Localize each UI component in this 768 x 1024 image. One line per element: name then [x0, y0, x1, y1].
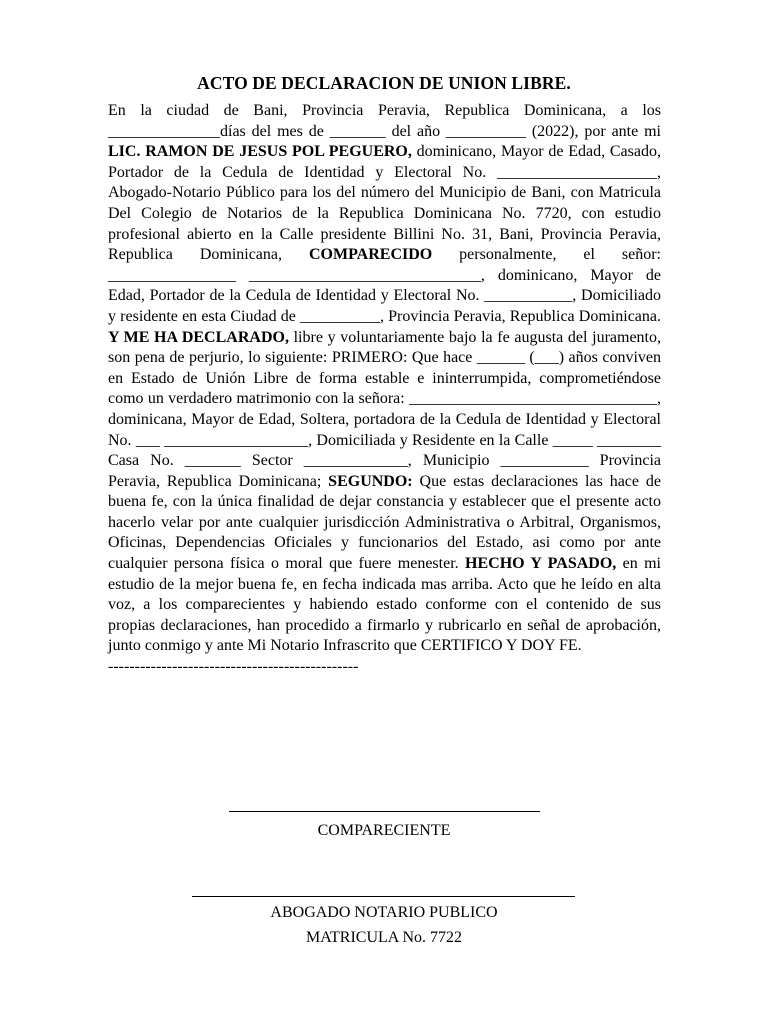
- compareciente-label: COMPARECIENTE: [317, 822, 451, 839]
- body-segment-5: Que estas declaraciones las hace de buena fe, con la única finalidad de dejar constancia y establecer que el presente acto hacerlo velar por ante cualquier jurisdicción Administrativa o Arbitral, Organismos, Oficinas, Dependencias Oficiales y funcionarios del Estado, asi como por ante cualquier persona física o moral que fuere menester.: [108, 472, 661, 573]
- body-segment-3: personalmente, el señor: ________________ _____________________________, dominicano, Mayor de Edad, Portador de la Cedula de Identidad y Electoral No. ___________, Domiciliado y residente en esta Ciudad de __________, Provincia Peravia, Republica Dominicana.: [108, 246, 662, 325]
- document-title: ACTO DE DECLARACION DE UNION LIBRE.: [197, 73, 571, 93]
- comparecido-keyword: COMPARECIDO: [308, 246, 433, 264]
- hecho-pasado-keyword: HECHO Y PASADO,: [465, 555, 617, 573]
- declarado-keyword: Y ME HA DECLARADO,: [108, 328, 289, 346]
- document-body: [108, 101, 661, 678]
- body-segment-6: en mi estudio de la mejor buena fe, en fecha indicada mas arriba. Acto que he leído en alta voz, a los comparecientes y habiendo estado conforme con el contenido de sus propias declaraciones, han procedido a firmarlo y rubricarlo en señal de aprobación, junto conmigo y ante Mi Notario Infrascrito que CERTIFICO Y DOY FE.: [108, 555, 662, 655]
- notario-label: ABOGADO NOTARIO PUBLICO: [270, 904, 498, 921]
- segundo-keyword: SEGUNDO:: [328, 472, 413, 490]
- body-segment-2: dominicano, Mayor de Edad, Casado, Portador de la Cedula de Identidad y Electoral No. ____________________, Abogado-Notario Público para los del número del Municipio de Bani, con Matricula Del Colegio de Notarios de la Republica Dominicana No. 7720, con estudio profesional abierto en la Calle presidente Billini No. 31, Bani, Provincia Peravia, Republica Dominicana,: [108, 143, 661, 264]
- notary-name: LIC. RAMON DE JESUS POL PEGUERO,: [108, 143, 412, 161]
- compareciente-signature-line: [229, 811, 540, 812]
- matricula-label: MATRICULA No. 7722: [305, 929, 462, 946]
- notario-signature-line: [192, 896, 575, 897]
- dash-separator: -----------------------------------------------: [108, 658, 359, 676]
- body-segment-1: En la ciudad de Bani, Provincia Peravia, Republica Dominicana, a los ______________días del mes de _______ del año __________ (2022), por ante mi: [108, 102, 661, 140]
- body-segment-4: libre y voluntariamente bajo la fe augusta del juramento, son pena de perjurio, lo siguiente: PRIMERO: Que hace ______ (___) años conviven en Estado de Unión Libre de forma estable e ininterrumpida, comprometiéndose como un verdadero matrimonio con la señora: _______________________________, dominicana, Mayor de Edad, Soltera, portadora de la Cedula de Identidad y Electoral No. ___ __________________, Domiciliada y Residente en la Calle _____ ________ Casa No. _______ Sector _____________, Municipio ___________ Provincia Peravia, Republica Dominicana;: [108, 328, 661, 490]
